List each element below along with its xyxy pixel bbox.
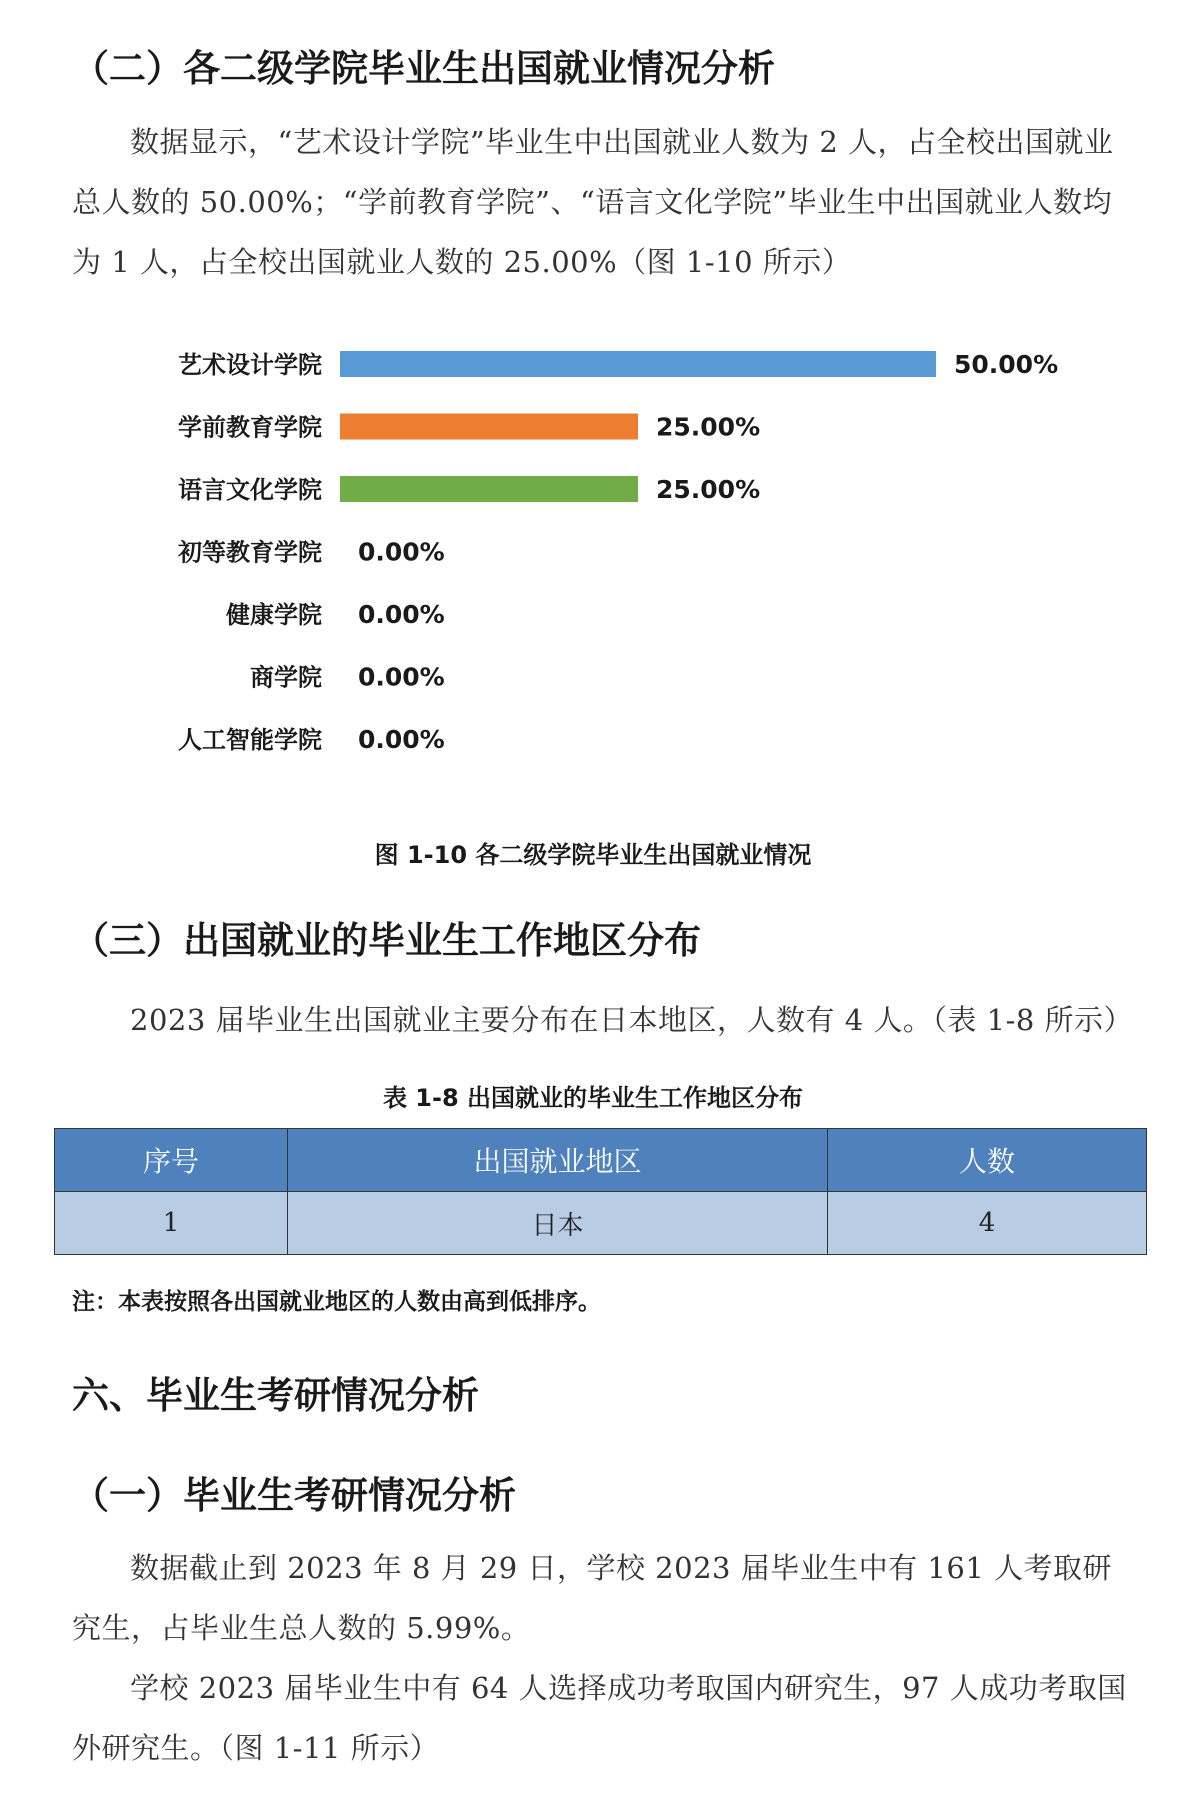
chart-bar — [340, 351, 936, 377]
figure-caption-1-10: 图 1-10 各二级学院毕业生出国就业情况 — [374, 841, 812, 869]
chart-category-label: 健康学院 — [226, 601, 322, 629]
chart-value-label: 0.00% — [358, 725, 445, 754]
table-note: 注：本表按照各出国就业地区的人数由高到低排序。 — [72, 1289, 601, 1315]
region-table — [54, 1128, 1147, 1255]
chart-category-label: 学前教育学院 — [178, 413, 322, 442]
section2-paragraph — [72, 112, 1140, 292]
chart-value-label: 25.00% — [656, 475, 761, 504]
chart-category-label: 人工智能学院 — [178, 726, 322, 754]
chart-category-label: 初等教育学院 — [178, 538, 322, 567]
chart-category-label: 艺术设计学院 — [178, 351, 322, 379]
bar-chart-overseas-by-college — [0, 330, 1186, 760]
table-header-index: 序号 — [55, 1129, 288, 1192]
table-header-count: 人数 — [828, 1129, 1147, 1192]
section6-1-paragraphs — [72, 1538, 1140, 1778]
chart-value-label: 50.00% — [954, 350, 1059, 379]
section6-1-paragraph-1: 数据截止到 2023 年 8 月 29 日，学校 2023 届毕业生中有 161 人考取研究生，占毕业生总人数的 5.99%。 — [72, 1551, 1112, 1645]
chart-value-label: 0.00% — [358, 662, 445, 692]
section3-paragraph — [72, 990, 1140, 1050]
section-heading-3: （三）出国就业的毕业生工作地区分布 — [72, 919, 701, 962]
section-heading-6-1: （一）毕业生考研情况分析 — [72, 1474, 516, 1517]
section-heading-6: 六、毕业生考研情况分析 — [72, 1374, 479, 1417]
table-header-row — [55, 1129, 1147, 1192]
section6-1-paragraph-2: 学校 2023 届毕业生中有 64 人选择成功考取国内研究生，97 人成功考取国外研究生。（图 1-11 所示） — [72, 1671, 1127, 1765]
section3-paragraph-text: 2023 届毕业生出国就业主要分布在日本地区，人数有 4 人。（表 1-8 所示） — [130, 1003, 1134, 1037]
chart-bar — [340, 414, 638, 440]
table-caption-1-8: 表 1-8 出国就业的毕业生工作地区分布 — [382, 1084, 804, 1112]
chart-bar — [340, 476, 638, 502]
chart-value-label: 0.00% — [358, 600, 445, 629]
chart-value-label: 25.00% — [656, 412, 761, 442]
table-cell-count: 4 — [828, 1192, 1147, 1255]
table-row — [55, 1192, 1147, 1255]
table-cell-region: 日本 — [288, 1192, 828, 1255]
chart-category-label: 商学院 — [250, 663, 322, 692]
chart-category-label: 语言文化学院 — [178, 476, 322, 504]
table-cell-index: 1 — [55, 1192, 288, 1255]
section2-paragraph-text: 数据显示，“艺术设计学院”毕业生中出国就业人数为 2 人，占全校出国就业总人数的 50.00%；“学前教育学院”、“语言文化学院”毕业生中出国就业人数均为 1 人，占全校出国就业人数的 25.00%（图 1-10 所示） — [72, 125, 1114, 279]
table-header-region: 出国就业地区 — [288, 1129, 828, 1192]
chart-value-label: 0.00% — [358, 537, 445, 567]
section-heading-2: （二）各二级学院毕业生出国就业情况分析 — [72, 47, 775, 90]
